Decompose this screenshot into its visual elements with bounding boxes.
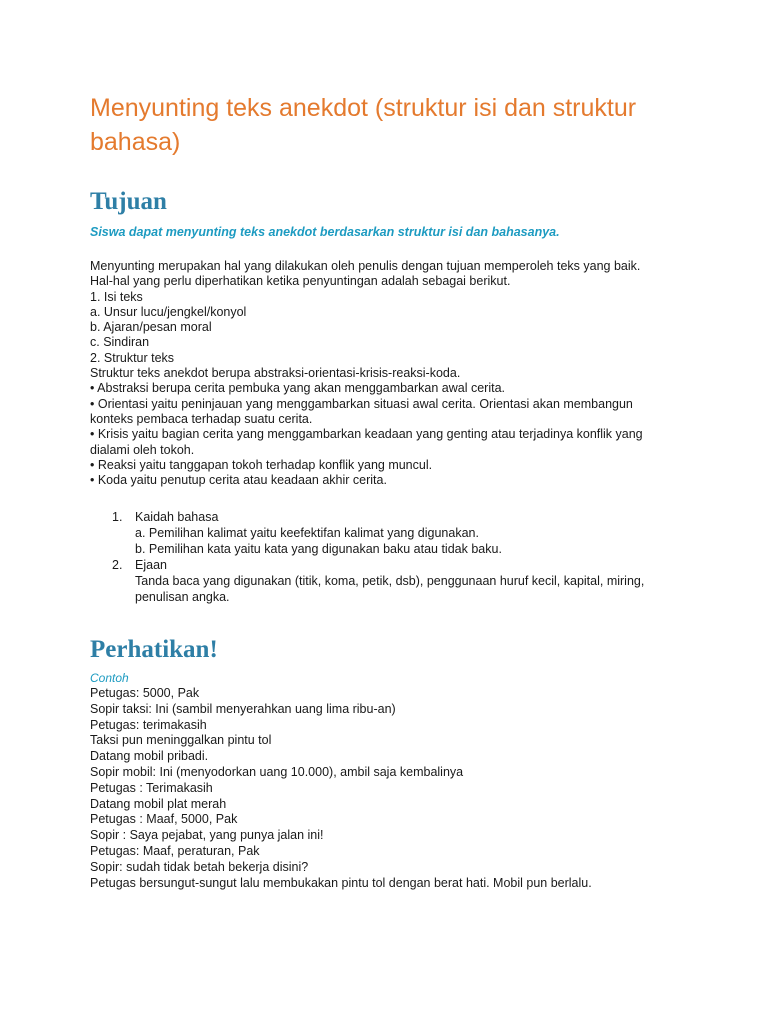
list-number: 2. bbox=[112, 558, 123, 572]
contoh-label: Contoh bbox=[90, 671, 129, 685]
dialogue-line: Sopir: sudah tidak betah bekerja disini? bbox=[90, 859, 309, 874]
body-line: • Orientasi yaitu peninjauan yang menggambarkan situasi awal cerita. Orientasi akan membangun bbox=[90, 396, 633, 411]
list-line: a. Pemilihan kalimat yaitu keefektifan kalimat yang digunakan. bbox=[135, 526, 479, 540]
body-line: Struktur teks anekdot berupa abstraksi-orientasi-krisis-reaksi-koda. bbox=[90, 366, 461, 381]
body-line: • Krisis yaitu bagian cerita yang menggambarkan keadaan yang genting atau terjadinya konflik yang bbox=[90, 427, 643, 442]
list-line: Kaidah bahasa bbox=[135, 510, 219, 524]
dialogue-line: Petugas : Terimakasih bbox=[90, 780, 213, 795]
document-title: Menyunting teks anekdot (struktur isi dan struktur bahasa) bbox=[90, 94, 637, 156]
perhatikan-heading: Perhatikan! bbox=[90, 636, 218, 663]
body-line: Menyunting merupakan hal yang dilakukan oleh penulis dengan tujuan memperoleh teks yang baik. bbox=[90, 259, 641, 273]
body-line: konteks pembaca terhadap suatu cerita. bbox=[90, 411, 313, 426]
body-line: 1. Isi teks bbox=[90, 289, 143, 304]
dialogue-line: Petugas : Maaf, 5000, Pak bbox=[90, 812, 238, 827]
dialogue-line: Petugas: Maaf, peraturan, Pak bbox=[90, 843, 260, 858]
body-line: 2. Struktur teks bbox=[90, 350, 175, 365]
list-line: b. Pemilihan kata yaitu kata yang digunakan baku atau tidak baku. bbox=[135, 542, 502, 556]
list-line: penulisan angka. bbox=[135, 590, 230, 604]
list-number: 1. bbox=[112, 510, 123, 524]
dialogue-line: Datang mobil plat merah bbox=[90, 796, 227, 811]
dialogue-line: Sopir : Saya pejabat, yang punya jalan ini! bbox=[90, 828, 324, 843]
dialogue-line: Petugas bersungut-sungut lalu membukakan pintu tol dengan berat hati. Mobil pun berlalu. bbox=[90, 875, 592, 890]
dialogue-line: Sopir mobil: Ini (menyodorkan uang 10.000), ambil saja kembalinya bbox=[90, 764, 464, 779]
dialogue-line: Taksi pun meninggalkan pintu tol bbox=[90, 733, 272, 748]
body-text bbox=[90, 259, 690, 488]
dialogue-line: Datang mobil pribadi. bbox=[90, 749, 209, 764]
example-dialogue bbox=[90, 686, 690, 891]
list-line: Ejaan bbox=[135, 558, 167, 572]
body-line: a. Unsur lucu/jengkel/konyol bbox=[90, 304, 247, 319]
body-line: b. Ajaran/pesan moral bbox=[90, 320, 212, 335]
body-line: • Abstraksi berupa cerita pembuka yang akan menggambarkan awal cerita. bbox=[90, 381, 506, 396]
list-item bbox=[90, 509, 690, 557]
dialogue-line: Petugas: 5000, Pak bbox=[90, 686, 200, 700]
body-line: dialami oleh tokoh. bbox=[90, 442, 195, 457]
body-line: Hal-hal yang perlu diperhatikan ketika penyuntingan adalah sebagai berikut. bbox=[90, 274, 511, 289]
dialogue-line: Sopir taksi: Ini (sambil menyerahkan uang lima ribu-an) bbox=[90, 701, 396, 716]
tujuan-heading: Tujuan bbox=[90, 188, 167, 215]
tujuan-goal: Siswa dapat menyunting teks anekdot berdasarkan struktur isi dan bahasanya. bbox=[90, 225, 560, 239]
numbered-list bbox=[90, 509, 690, 605]
body-line: • Koda yaitu penutup cerita atau keadaan akhir cerita. bbox=[90, 473, 387, 488]
body-line: c. Sindiran bbox=[90, 335, 150, 350]
dialogue-line: Petugas: terimakasih bbox=[90, 717, 207, 732]
list-line: Tanda baca yang digunakan (titik, koma, petik, dsb), penggunaan huruf kecil, kapital, miring, bbox=[135, 574, 645, 588]
body-line: • Reaksi yaitu tanggapan tokoh terhadap konflik yang muncul. bbox=[90, 457, 433, 472]
list-item bbox=[90, 557, 690, 605]
